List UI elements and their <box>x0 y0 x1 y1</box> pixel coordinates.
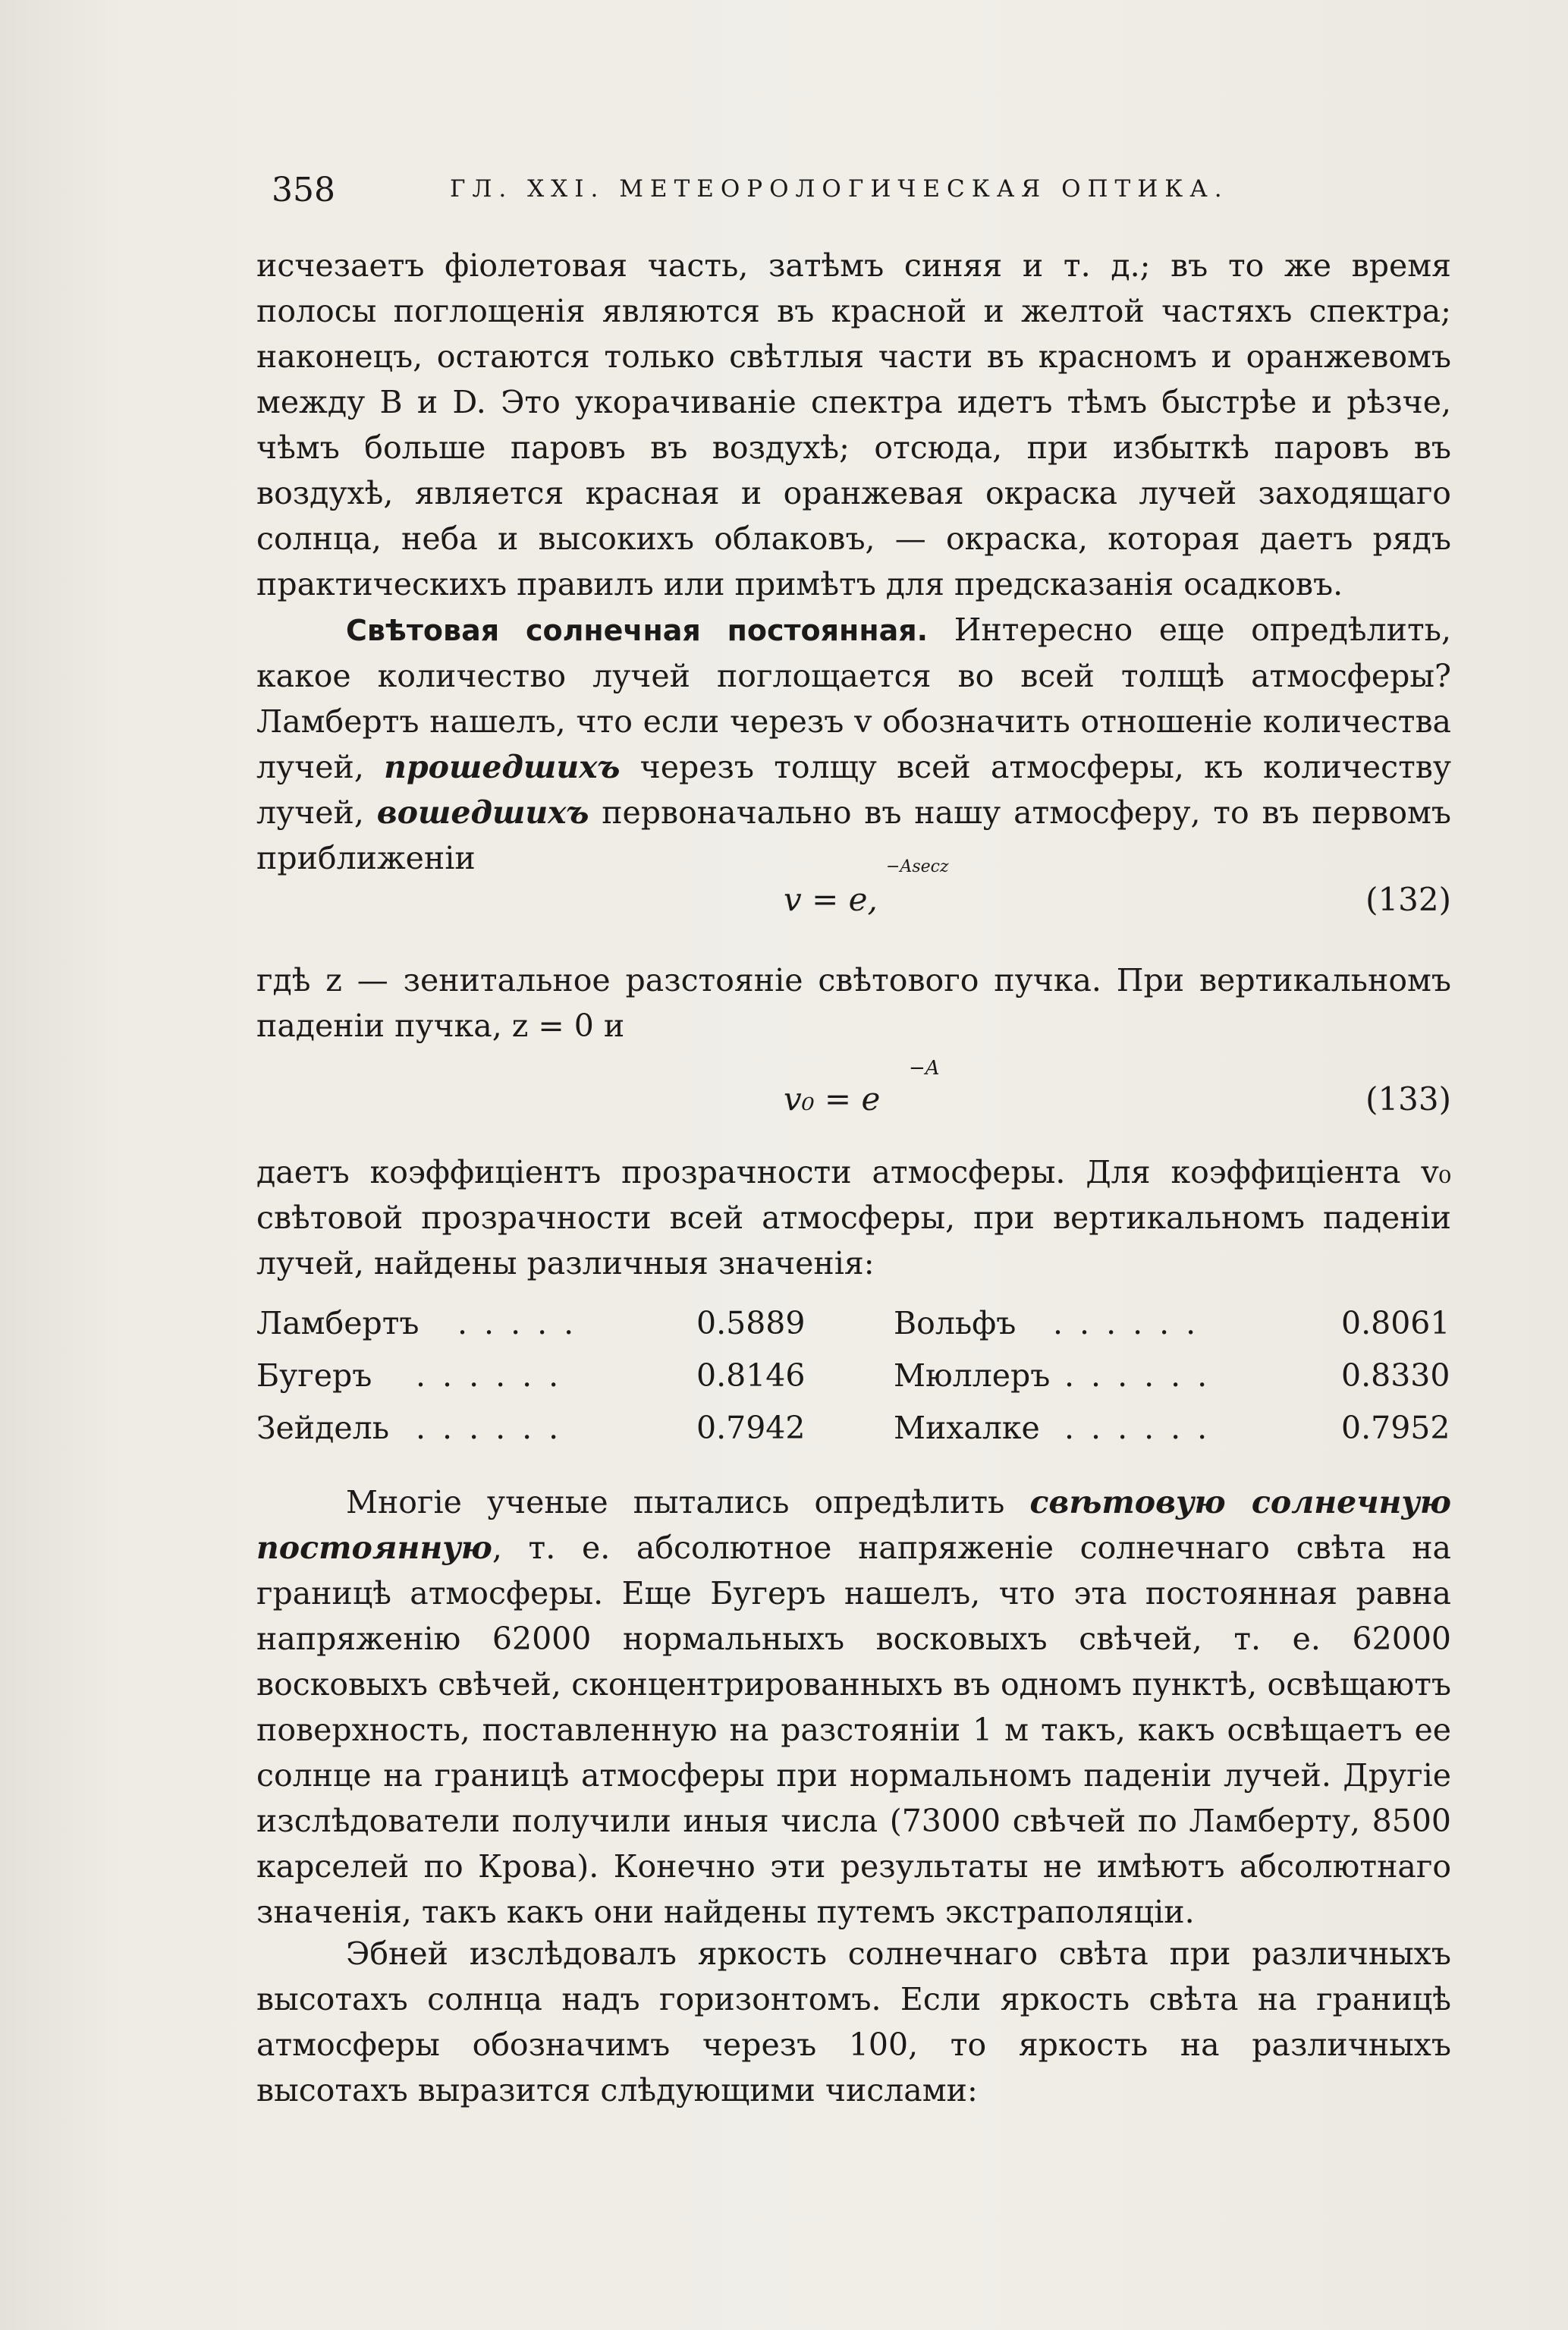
paragraph-2-italic-a: прошедшихъ <box>384 749 621 785</box>
paragraph-4-block <box>256 1149 1451 1286</box>
formula-132-exponent: −Asecz <box>886 857 949 876</box>
paragraph-2 <box>256 607 1451 881</box>
formula-133 <box>256 1057 1451 1125</box>
leader-dots: ...... <box>416 1410 576 1446</box>
coefficient-value: 0.5889 <box>696 1305 806 1341</box>
paragraph-1: исчезаетъ фіолетовая часть, затѣмъ синяя и т. д.; въ то же время полосы поглощенія являются въ красной и желтой частяхъ спектра; наконецъ, остаются только свѣтлыя части въ красномъ и оранжевомъ между B и D. Это укорачиваніе спектра идетъ тѣмъ быстрѣе и рѣзче, чѣмъ больше паровъ въ воздухѣ; отсюда, при избыткѣ паровъ въ воздухѣ, является красная и оранжевая окраска лучей заходящаго солнца, неба и высокихъ облаковъ, — окраска, которая даетъ рядъ практическихъ правилъ или примѣтъ для предсказанія осадковъ. <box>256 247 1451 602</box>
section-heading: Свѣтовая солнечная постоянная. <box>346 614 929 647</box>
formula-133-number: (133) <box>1365 1080 1451 1118</box>
coefficient-value: 0.8146 <box>696 1357 806 1394</box>
paragraph-3-block <box>256 957 1451 1049</box>
coefficient-value: 0.8061 <box>1341 1305 1450 1341</box>
table-row <box>256 1357 1451 1410</box>
observer-name: Михалке <box>894 1410 1040 1446</box>
coefficient-value: 0.8330 <box>1341 1357 1450 1394</box>
table-row <box>256 1305 1451 1357</box>
paragraph-2-text-b: черезъ толщу всей атмосферы, къ количеству лучей, <box>256 749 1451 831</box>
coefficient-value: 0.7952 <box>1341 1410 1450 1446</box>
paragraph-2-text-a: Интересно еще опредѣлить, какое количество лучей поглощается во всей толщѣ атмосферы? Ламбертъ нашелъ, что если черезъ v обозначить отношеніе количества лучей, <box>256 612 1452 785</box>
paragraph-6-block <box>256 1931 1451 2113</box>
observer-name: Ламбертъ <box>256 1305 419 1341</box>
paragraph-5-italic: свѣтовую солнечную постоянную <box>256 1484 1451 1566</box>
leader-dots: ...... <box>1064 1357 1224 1394</box>
page-number: 358 <box>272 171 335 209</box>
table-row <box>256 1410 1451 1462</box>
transparency-table <box>256 1305 1451 1462</box>
observer-name: Мюллеръ <box>894 1357 1051 1394</box>
paragraph-5-text-b: , т. е. абсолютное напряженіе солнечнаго свѣта на границѣ атмосферы. Еще Бугеръ нашелъ, что эта постоянная равна напряженію 62000 нормальныхъ восковыхъ свѣчей, т. е. 62000 восковыхъ свѣчей, сконцентрированныхъ въ одномъ пунктѣ, освѣщаютъ поверхность, поставленную на разстояніи 1 м такъ, какъ освѣщаетъ ее солнце на границѣ атмосферы при нормальномъ паденіи лучей. Другіе изслѣдователи получили иныя числа (73000 свѣчей по Ламберту, 8500 карселей по Крова). Конечно эти результаты не имѣютъ абсолютнаго значенія, такъ какъ они найдены путемъ экстраполяціи. <box>256 1530 1451 1930</box>
paragraph-2-italic-b: вошедшихъ <box>376 794 589 831</box>
page-header <box>256 163 1243 209</box>
paragraph-5 <box>256 1479 1451 1935</box>
paragraph-5-text-a: Многіе ученые пытались опредѣлить <box>346 1484 1030 1520</box>
formula-132-expression: v = e, <box>784 881 878 918</box>
formula-133-expression: v₀ = e <box>784 1080 881 1118</box>
paragraph-3: гдѣ z — зенитальное разстояніе свѣтового пучка. При вертикальномъ паденіи пучка, z = 0 и <box>256 962 1451 1044</box>
paragraph-5-block <box>256 1479 1451 1935</box>
leader-dots: ...... <box>1053 1305 1213 1341</box>
paragraph-1-block <box>256 243 1451 607</box>
leader-dots: ..... <box>457 1305 591 1341</box>
running-title: ГЛ. XXI. МЕТЕОРОЛОГИЧЕСКАЯ ОПТИКА. <box>450 175 1229 203</box>
leader-dots: ...... <box>1064 1410 1224 1446</box>
observer-name: Бугеръ <box>256 1357 372 1394</box>
formula-132 <box>256 857 1451 926</box>
observer-name: Вольфъ <box>894 1305 1017 1341</box>
coefficient-value: 0.7942 <box>696 1410 806 1446</box>
formula-132-number: (132) <box>1365 881 1451 918</box>
paragraph-2-text-c: первоначально въ нашу атмосферу, то въ первомъ приближеніи <box>256 794 1451 876</box>
paragraph-2-block <box>256 607 1451 881</box>
paragraph-4: даетъ коэффиціентъ прозрачности атмосферы. Для коэффиціента v₀ свѣтовой прозрачности всей атмосферы, при вертикальномъ паденіи лучей, найдены различныя значенія: <box>256 1154 1451 1281</box>
paragraph-6: Эбней изслѣдовалъ яркость солнечнаго свѣта при различныхъ высотахъ солнца надъ горизонтомъ. Если яркость свѣта на границѣ атмосферы обозначимъ черезъ 100, то яркость на различныхъ высотахъ выразится слѣдующими числами: <box>256 1935 1451 2108</box>
observer-name: Зейдель <box>256 1410 390 1446</box>
leader-dots: ...... <box>416 1357 576 1394</box>
formula-133-exponent: −A <box>909 1057 940 1080</box>
